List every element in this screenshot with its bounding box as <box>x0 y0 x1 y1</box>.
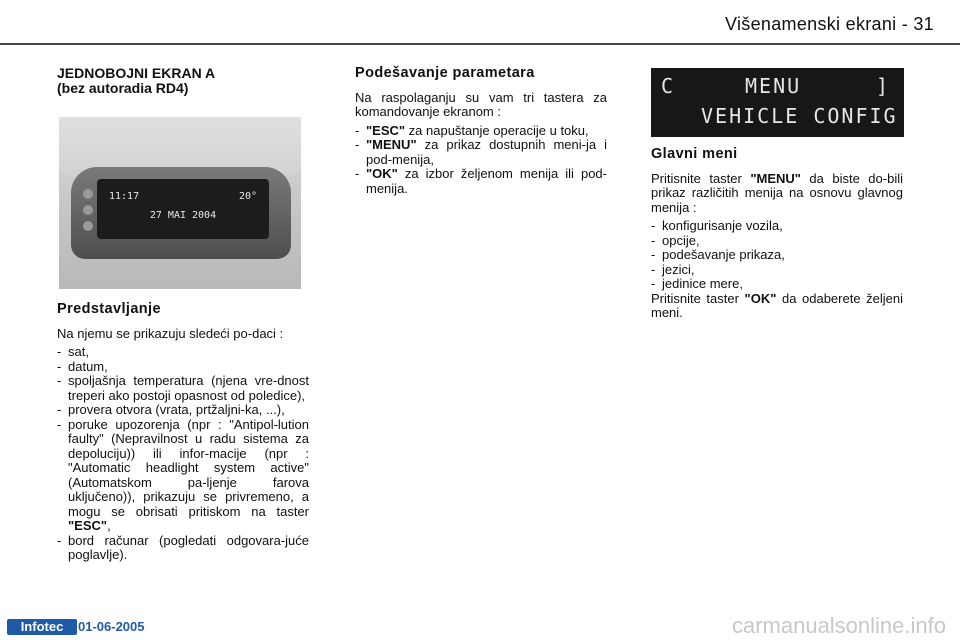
screen-heading: JEDNOBOJNI EKRAN A <box>57 65 216 81</box>
list-item: - sat, <box>57 345 309 360</box>
list-item: - bord računar (pogledati odgovara-juće poglavlje). <box>57 534 309 563</box>
section-title-main-menu: Glavni meni <box>651 146 738 162</box>
settings-intro: Na raspolaganju su vam tri tastera za komandovanje ekranom : <box>355 89 607 119</box>
column-left <box>57 66 309 96</box>
header-divider <box>0 43 960 45</box>
key-label-menu: "MENU" <box>366 137 417 152</box>
display-temperature: 20° <box>238 191 257 202</box>
outro-text: Pritisnite taster <box>651 290 745 306</box>
lcd-right-glyph: ] <box>875 74 890 98</box>
infotec-logo: Infotec <box>7 619 77 635</box>
column-middle <box>355 66 607 196</box>
list-item-text: poruke upozorenja (npr : "Antipol-lution faulty" (Nepravilnost u radu sistema za depoluciju)) ili infor-macije (npr : "Automatic headlight system active" (Automatskom pa-ljenje farova uključeno)), prikazuju se privremeno, a mogu se obrisati pritiskom na taster <box>68 416 309 519</box>
esc-key-label: "ESC" <box>68 518 108 533</box>
list-item: - datum, <box>57 360 309 375</box>
main-menu-outro <box>651 292 903 321</box>
page-header-title: Višenamenski ekrani - 31 <box>725 14 934 34</box>
list-item <box>355 138 607 167</box>
display-button-top <box>83 189 93 199</box>
monochrome-display-screen <box>97 179 269 239</box>
key-label-menu: "MENU" <box>750 170 801 186</box>
presentation-intro: Na njemu se prikazuju sledeći po-daci : <box>57 325 284 341</box>
section-title-settings: Podešavanje parametara <box>355 65 535 81</box>
list-item <box>57 418 309 534</box>
key-label-ok: "OK" <box>366 166 398 181</box>
section-title-presentation: Predstavljanje <box>57 301 161 317</box>
presentation-section <box>57 302 309 563</box>
list-item-punct: , <box>107 518 111 533</box>
display-date: 27 MAI 2004 <box>149 210 217 221</box>
outro-text: da odaberete željeni meni. <box>651 290 904 320</box>
footer-date: 01-06-2005 <box>78 619 145 634</box>
list-item-text: za prikaz dostupnih meni-ja i pod-menija, <box>366 137 607 167</box>
list-item <box>355 124 607 139</box>
list-item: - konfigurisanje vozila, <box>651 219 903 234</box>
display-button-middle <box>83 205 93 215</box>
list-item: - spoljašnja temperatura (njena vre-dnost treperi ako postoji opasnost od poledice), <box>57 374 309 403</box>
key-label-esc: "ESC" <box>366 122 406 138</box>
intro-text: Pritisnite taster <box>651 170 751 186</box>
main-menu-list <box>651 219 903 292</box>
main-menu-intro <box>651 172 903 216</box>
menu-lcd-image <box>651 68 904 137</box>
watermark-site: carmanualsonline.info <box>731 613 946 638</box>
settings-list <box>355 124 607 197</box>
list-item-text: za izbor željenom menija ili pod-menija. <box>366 166 607 196</box>
list-item-text: za napuštanje operacije u toku, <box>405 122 589 138</box>
lcd-vehicle-config: VEHICLE CONFIG <box>701 104 898 128</box>
list-item: - opcije, <box>651 234 903 249</box>
lcd-left-glyph: C <box>661 74 676 98</box>
list-item: - podešavanje prikaza, <box>651 248 903 263</box>
list-item: - provera otvora (vrata, prtžaljni-ka, ...), <box>57 403 309 418</box>
screen-subheading: (bez autoradia RD4) <box>57 80 189 96</box>
list-item: - jezici, <box>651 263 903 278</box>
key-label-ok: "OK" <box>744 290 777 306</box>
list-item: - jedinice mere, <box>651 277 903 292</box>
list-item <box>355 167 607 196</box>
lcd-menu-label: MENU <box>745 74 802 98</box>
main-menu-section <box>651 147 903 325</box>
display-clock: 11:17 <box>109 191 140 202</box>
intro-text: da biste do-bili prikaz različitih menija na osnovu glavnog menija : <box>651 170 903 215</box>
dashboard-display-photo <box>59 117 301 289</box>
presentation-list <box>57 345 309 563</box>
display-button-bottom <box>83 221 93 231</box>
